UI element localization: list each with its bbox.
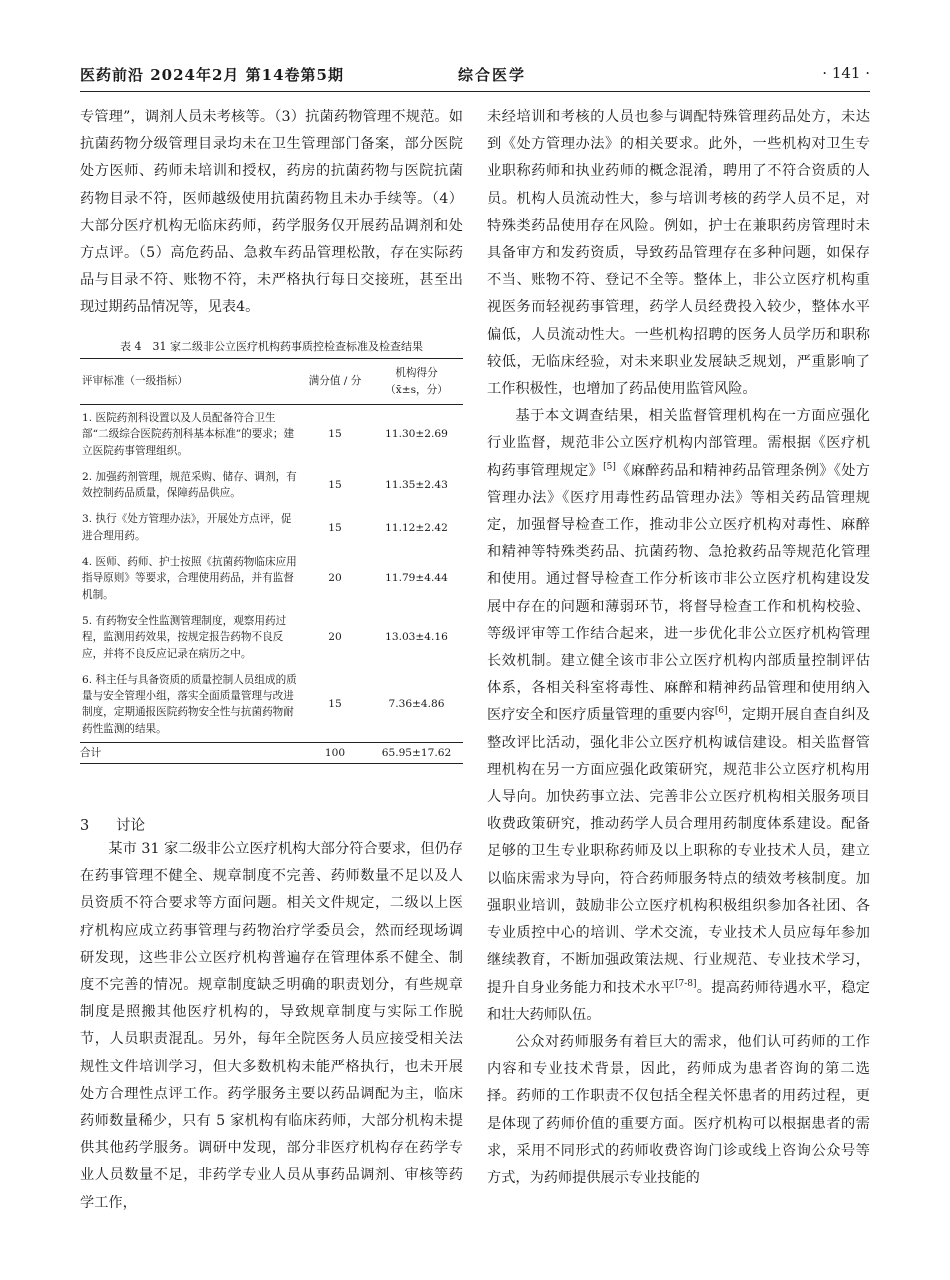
criterion-cell: 6. 科主任与具备资质的质量控制人员组成的质量与安全管理小组，落实全面质量管理与改进制度，定期通报医院药物安全性与抗菌药物耐药性监测的结果。: [82, 673, 297, 735]
section-heading: [80, 814, 145, 835]
section-number: 3: [80, 818, 90, 834]
p2-text-c: ，定期开展自查自纠及整改评比活动，强化非公立医疗机构诚信建设。相关监督管理机构在另一方面应强化政策研究，规范非公立医疗机构用人导向。加快药事立法、完善非公立医疗机构相关服务项目收费政策研究，推动药学人员合理用药制度体系建设。配备足够的卫生专业职称药师及以上职称的专业技术人员，建立以临床需求为导向，符合药师服务特点的绩效考核制度。加强职业培训，鼓励非公立医疗机构积极组织参加各社团、各专业质控中心的培训、学术交流，专业技术人员应每年参加继续教育，不断加强政策法规、行业规范、专业技术学习，提升自身业务能力和技术水平: [487, 707, 870, 996]
header-full-score: 满分值 / 分: [308, 375, 362, 388]
total-score: 65.95±17.62: [381, 747, 452, 760]
discussion-paragraph: 某市 31 家二级非公立医疗机构大部分符合要求，但仍存在药事管理不健全、规章制度不完善、药师数量不足以及人员资质不符合要求等方面问题。相关文件规定，二级以上医疗机构应成立药事管理与药物治疗学委员会，然而经现场调研发现，这些非公立医疗机构普遍存在管理体系不健全、制度不完善的情况。规章制度缺乏明确的职责划分，有些规章制度是照搬其他医疗机构的，导致规章制度与实际工作脱节，人员职责混乱。另外，每年全院医务人员应接受相关法规性文件培训学习，但大多数机构未能严格执行，也未开展处方合理性点评工作。药学服务主要以药品调配为主，临床药师数量稀少，只有 5 家机构有临床药师，大部分机构未提供其他药学服务。调研中发现，部分非医疗机构存在药学专业人员数量不足，非药学专业人员从事药品调剂、审核等药学工作，: [80, 841, 463, 1211]
journal-info: 医药前沿 2024年2月 第14卷第5期: [80, 66, 344, 84]
table-row: [80, 464, 463, 507]
section-name: 综合医学: [458, 66, 527, 84]
right-column: [487, 104, 870, 1192]
full-score-cell: 20: [328, 631, 342, 644]
criterion-cell: 1. 医院药剂科设置以及人员配备符合卫生部“二级综合医院药剂科基本标准”的要求；建立医院药事管理组织。: [82, 412, 295, 457]
data-table: [80, 358, 463, 764]
total-label: 合计: [80, 747, 102, 760]
criterion-cell: 2. 加强药剂管理，规范采购、储存、调剂，有效控制药品质量，保障药品供应。: [82, 470, 297, 500]
header-score-line1: 机构得分: [395, 367, 438, 380]
score-cell: 11.79±4.44: [385, 572, 448, 585]
full-score-cell: 20: [328, 572, 342, 585]
right-paragraph-3: 公众对药师服务有着巨大的需求，他们认可药师的工作内容和专业技术背景，因此，药师成为患者咨询的第二选择。药师的工作职责不仅包括全程关怀患者的用药过程，更是体现了药师价值的重要方面。医疗机构可以根据患者的需求，采用不同形式的药师收费咨询门诊或线上咨询公众号等方式，为药师提供展示专业技能的: [487, 1033, 870, 1186]
full-score-cell: 15: [328, 428, 342, 441]
full-score-cell: 15: [328, 698, 342, 711]
criterion-cell: 4. 医师、药师、护士按照《抗菌药物临床应用指导原则》等要求，合理使用药品，并有监督机制。: [82, 556, 297, 601]
citation-7-8: [7-8]: [674, 978, 697, 989]
table-4: [80, 358, 463, 764]
score-cell: 11.12±2.42: [385, 521, 448, 534]
p2-text-a: 基于本文调查结果，相关监督管理机构在一方面应强化行业监督，规范非公立医疗机构内部管理。需根据《医疗机构药事管理规定》: [487, 408, 870, 479]
criterion-cell: 3. 执行《处方管理办法》，开展处方点评，促进合理用药。: [82, 513, 292, 542]
citation-5: [5]: [603, 461, 616, 472]
full-score-cell: 15: [328, 521, 342, 534]
right-paragraph-2: [487, 403, 870, 1029]
score-cell: 11.30±2.69: [385, 428, 448, 441]
citation-6: [6]: [714, 706, 728, 717]
running-header: [80, 64, 870, 86]
table-row: [80, 506, 463, 549]
header-score-line2: （x̄±s，分）: [385, 383, 448, 396]
total-full-score: 100: [324, 747, 346, 760]
score-cell: 7.36±4.86: [388, 698, 445, 711]
header-score: [370, 359, 463, 405]
p2-text-d: 。提高药师待遇水平，稳定和壮大药师队伍。: [487, 979, 870, 1023]
score-cell: 13.03±4.16: [385, 631, 448, 644]
p2-text-b: 《麻醉药品和精神药品管理条例》《处方管理办法》《医疗用毒性药品管理办法》等相关药品管理规定，加强督导检查工作，推动非公立医疗机构对毒性、麻醉和精神等特殊类药品、抗菌药物、急抢救药品等规范化管理和使用。通过督导检查工作分析该市非公立医疗机构建设发展中存在的问题和薄弱环节，将督导检查工作和机构校验、等级评审等工作结合起来，进一步优化非公立医疗机构管理长效机制。建立健全该市非公立医疗机构内部质量控制评估体系，各相关科室将毒性、麻醉和精神药品管理和使用纳入医疗安全和医疗质量管理的重要内容: [487, 462, 870, 724]
table-row: [80, 667, 463, 743]
page-number: · 141 ·: [822, 64, 870, 82]
table-row: [80, 549, 463, 608]
header-rule: [80, 91, 870, 92]
table-caption: 表 4 31 家二级非公立医疗机构药事质控检查标准及检查结果: [120, 340, 423, 353]
table-total-row: [80, 743, 463, 764]
left-column-top: [80, 104, 463, 322]
paragraph-continuation: 专管理”，调剂人员未考核等。（3）抗菌药物管理不规范。如抗菌药物分级管理目录均未在卫生管理部门备案，部分医院处方医师、药师未培训和授权，药房的抗菌药物与医院抗菌药物目录不符，医师越级使用抗菌药物且未办手续等。（4）大部分医疗机构无临床药师，药学服务仅开展药品调剂和处方点评。（5）高危药品、急救车药品管理松散，存在实际药品与目录不符、账物不符，未严格执行每日交接班，甚至出现过期药品情况等，见表4。: [80, 109, 463, 316]
table-row: [80, 405, 463, 464]
right-paragraph-1: 未经培训和考核的人员也参与调配特殊管理药品处方，未达到《处方管理办法》的相关要求。此外，一些机构对卫生专业职称药师和执业药师的概念混淆，聘用了不符合资质的人员。机构人员流动性大，参与培训考核的药学人员不足，对特殊类药品使用存在风险。例如，护士在兼职药房管理时未具备审方和发药资质，导致药品管理存在多种问题，如保存不当、账物不符、登记不全等。整体上，非公立医疗机构重视医务而轻视药事管理，药学人员经费投入较少，整体水平偏低，人员流动性大。一些机构招聘的医务人员学历和职称较低，无临床经验，对未来职业发展缺乏规划，严重影响了工作积极性，也增加了药品使用监管风险。: [487, 109, 870, 398]
left-column-bottom: [80, 836, 463, 1217]
full-score-cell: 15: [328, 479, 342, 492]
score-cell: 11.35±2.43: [385, 479, 448, 492]
header-criterion: 评审标准（一级指标）: [82, 375, 188, 388]
criterion-cell: 5. 有药物安全性监测管理制度，观察用药过程，监测用药效果，按规定报告药物不良反应，并将不良反应记录在病历之中。: [82, 614, 287, 660]
table-row: [80, 608, 463, 667]
section-title: 讨论: [116, 818, 145, 834]
table-header-row: [80, 359, 463, 405]
